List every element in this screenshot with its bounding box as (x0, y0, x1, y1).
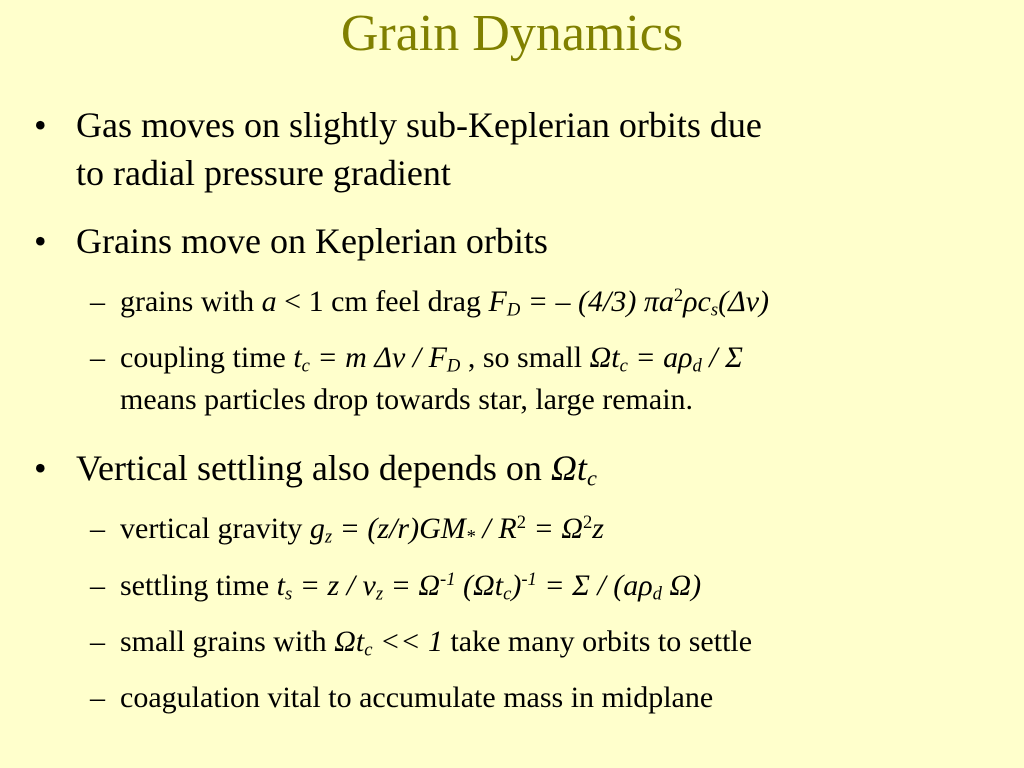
bullet-icon: • (34, 448, 47, 488)
sub-bullet-text: coagulation vital to accumulate mass in midplane (120, 681, 714, 714)
dash-icon: – (90, 285, 105, 318)
sub-bullet-text-line2: means particles drop towards star, large remain. (120, 383, 694, 416)
dash-icon: – (90, 569, 105, 602)
sub-bullet-text: grains with a < 1 cm feel drag $F_D$ = – (4/3) $\pi a^2\rho c_s(\Delta v)$ (120, 284, 770, 321)
bullet-icon: • (34, 105, 47, 145)
dash-icon: – (90, 341, 105, 374)
bullet-text: Grains move on Keplerian orbits (76, 221, 548, 261)
bullet-icon: • (34, 221, 47, 261)
sub-bullet-text: small grains with $\Omega t_c << 1$ take many orbits to settle (120, 625, 753, 661)
sub-bullet-text-line1: coupling time $t_c = m$ Δv / $F_D$ , so small $\Omega t_c = a\rho_d / \Sigma$ (120, 341, 743, 377)
dash-icon: – (90, 625, 105, 658)
bullet-text: Vertical settling also depends on $\Omega t_c$ (76, 448, 597, 491)
sub-bullet-text: vertical gravity $g_z = (z/r)GM_* / R^2 = \Omega^2z$ (120, 511, 604, 548)
dash-icon: – (90, 512, 105, 545)
bullet-text-line1: Gas moves on slightly sub-Keplerian orbits due (76, 105, 762, 145)
sub-bullet-text: settling time $t_s = z / v_z = \Omega^{-1}$ $(\Omega t_c)^{-1} = \Sigma / (a\rho_d$ Ω) (120, 568, 702, 605)
slide-title: Grain Dynamics (340, 5, 684, 62)
dash-icon: – (90, 681, 105, 714)
bullet-text-line2: to radial pressure gradient (76, 153, 451, 193)
